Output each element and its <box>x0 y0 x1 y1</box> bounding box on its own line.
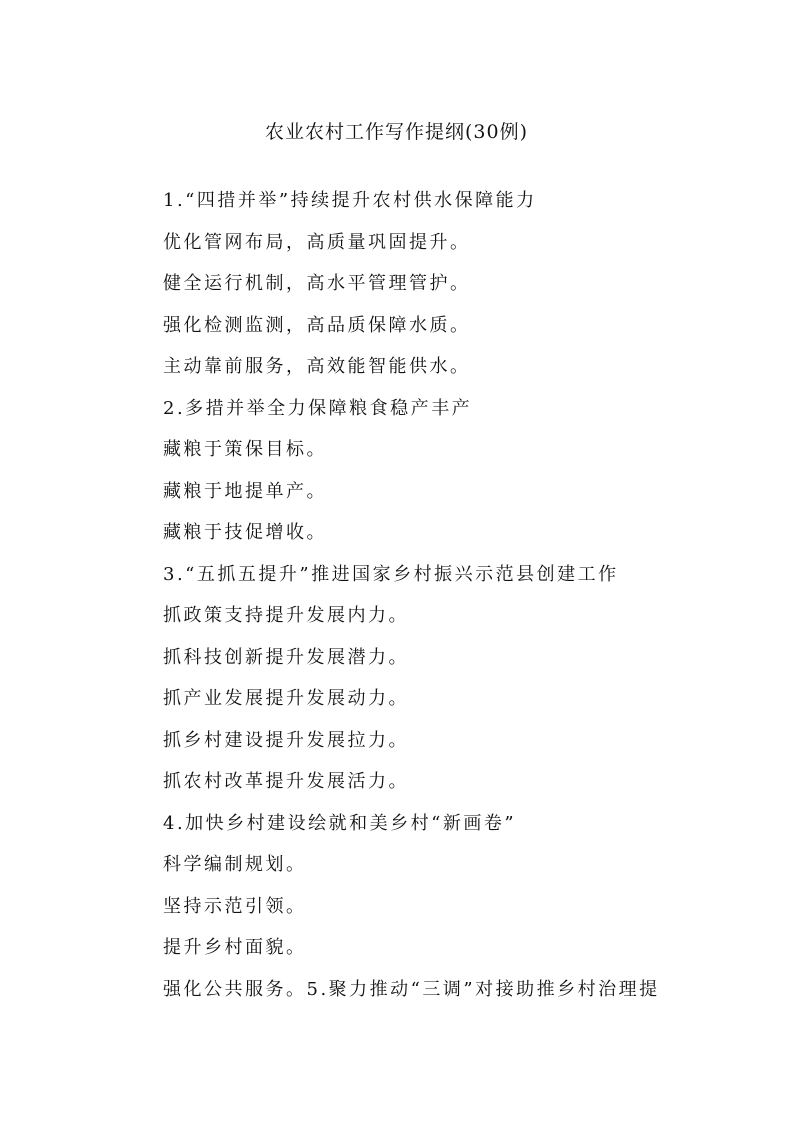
text-line: 优化管网布局，高质量巩固提升。 <box>163 231 471 253</box>
text-line: 抓政策支持提升发展内力。 <box>163 605 409 626</box>
text-line: 藏粮于技促增收。 <box>163 522 327 543</box>
document-title: 农业农村工作写作提纲(30例) <box>264 121 528 143</box>
document-body <box>163 180 723 1010</box>
text-line: 科学编制规划。 <box>163 854 307 875</box>
text-line: 主动靠前服务，高效能智能供水。 <box>163 356 471 377</box>
text-line: 强化检测监测，高品质保障水质。 <box>163 314 471 336</box>
text-line: 藏粮于策保目标。 <box>163 439 327 460</box>
text-line: 抓产业发展提升发展动力。 <box>163 688 409 709</box>
text-line: 健全运行机制，高水平管理管护。 <box>163 273 471 294</box>
text-line: 抓科技创新提升发展潜力。 <box>163 646 409 668</box>
text-line: 强化公共服务。5.聚力推动“三调”对接助推乡村治理提 <box>163 978 660 1000</box>
text-line: 抓农村改革提升发展活力。 <box>163 771 409 792</box>
text-line: 藏粮于地提单产。 <box>163 480 327 502</box>
heading-line-2: 2.多措并举全力保障粮食稳产丰产 <box>163 397 473 419</box>
text-line: 坚持示范引领。 <box>163 895 307 917</box>
heading-line-1: 1.“四措并举”持续提升农村供水保障能力 <box>163 190 537 211</box>
text-line: 提升乡村面貌。 <box>163 937 307 958</box>
heading-line-4: 4.加快乡村建设绘就和美乡村“新画卷” <box>163 812 517 834</box>
text-line: 抓乡村建设提升发展拉力。 <box>163 729 409 751</box>
heading-line-3: 3.“五抓五提升”推进国家乡村振兴示范县创建工作 <box>163 563 619 585</box>
